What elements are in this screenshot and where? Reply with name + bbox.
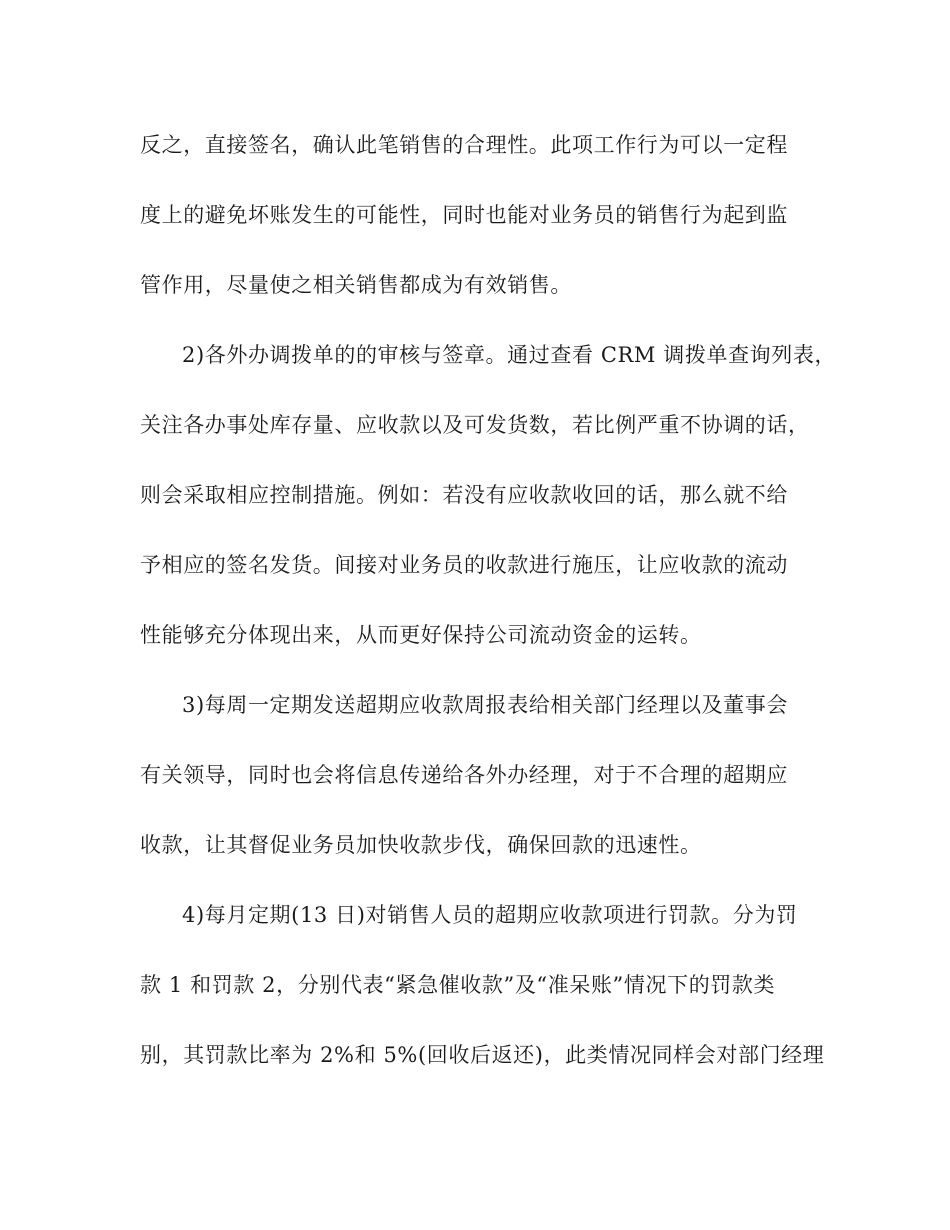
text-line-6: 则会采取相应控制措施。例如：若没有应收款收回的话，那么就不给	[140, 483, 788, 507]
text-line-5: 关注各办事处库存量、应收款以及可发货数，若比例严重不协调的话，	[140, 413, 810, 437]
text-line-3: 管作用，尽量使之相关销售都成为有效销售。	[140, 273, 572, 297]
text-line-9: 3)每周一定期发送超期应收款周报表给相关部门经理以及董事会	[182, 693, 788, 717]
text-line-8: 性能够充分体现出来，从而更好保持公司流动资金的运转。	[140, 623, 702, 647]
text-line-11: 收款，让其督促业务员加快收款步伐，确保回款的迅速性。	[140, 833, 702, 857]
text-line-12: 4)每月定期(13 日)对销售人员的超期应收款项进行罚款。分为罚	[182, 903, 798, 927]
text-line-14: 别，其罚款比率为 2%和 5%(回收后返还)，此类情况同样会对部门经理	[140, 1043, 825, 1067]
text-line-10: 有关领导，同时也会将信息传递给各外办经理，对于不合理的超期应	[140, 763, 788, 787]
text-line-4: 2)各外办调拨单的的审核与签章。通过查看 CRM 调拨单查询列表，	[182, 343, 837, 367]
text-line-1: 反之，直接签名，确认此笔销售的合理性。此项工作行为可以一定程	[140, 133, 788, 157]
text-line-7: 予相应的签名发货。间接对业务员的收款进行施压，让应收款的流动	[140, 553, 788, 577]
text-line-2: 度上的避免坏账发生的可能性，同时也能对业务员的销售行为起到监	[140, 203, 788, 227]
text-line-13: 款 1 和罚款 2，分别代表“紧急催收款”及“准呆账”情况下的罚款类	[140, 973, 776, 997]
